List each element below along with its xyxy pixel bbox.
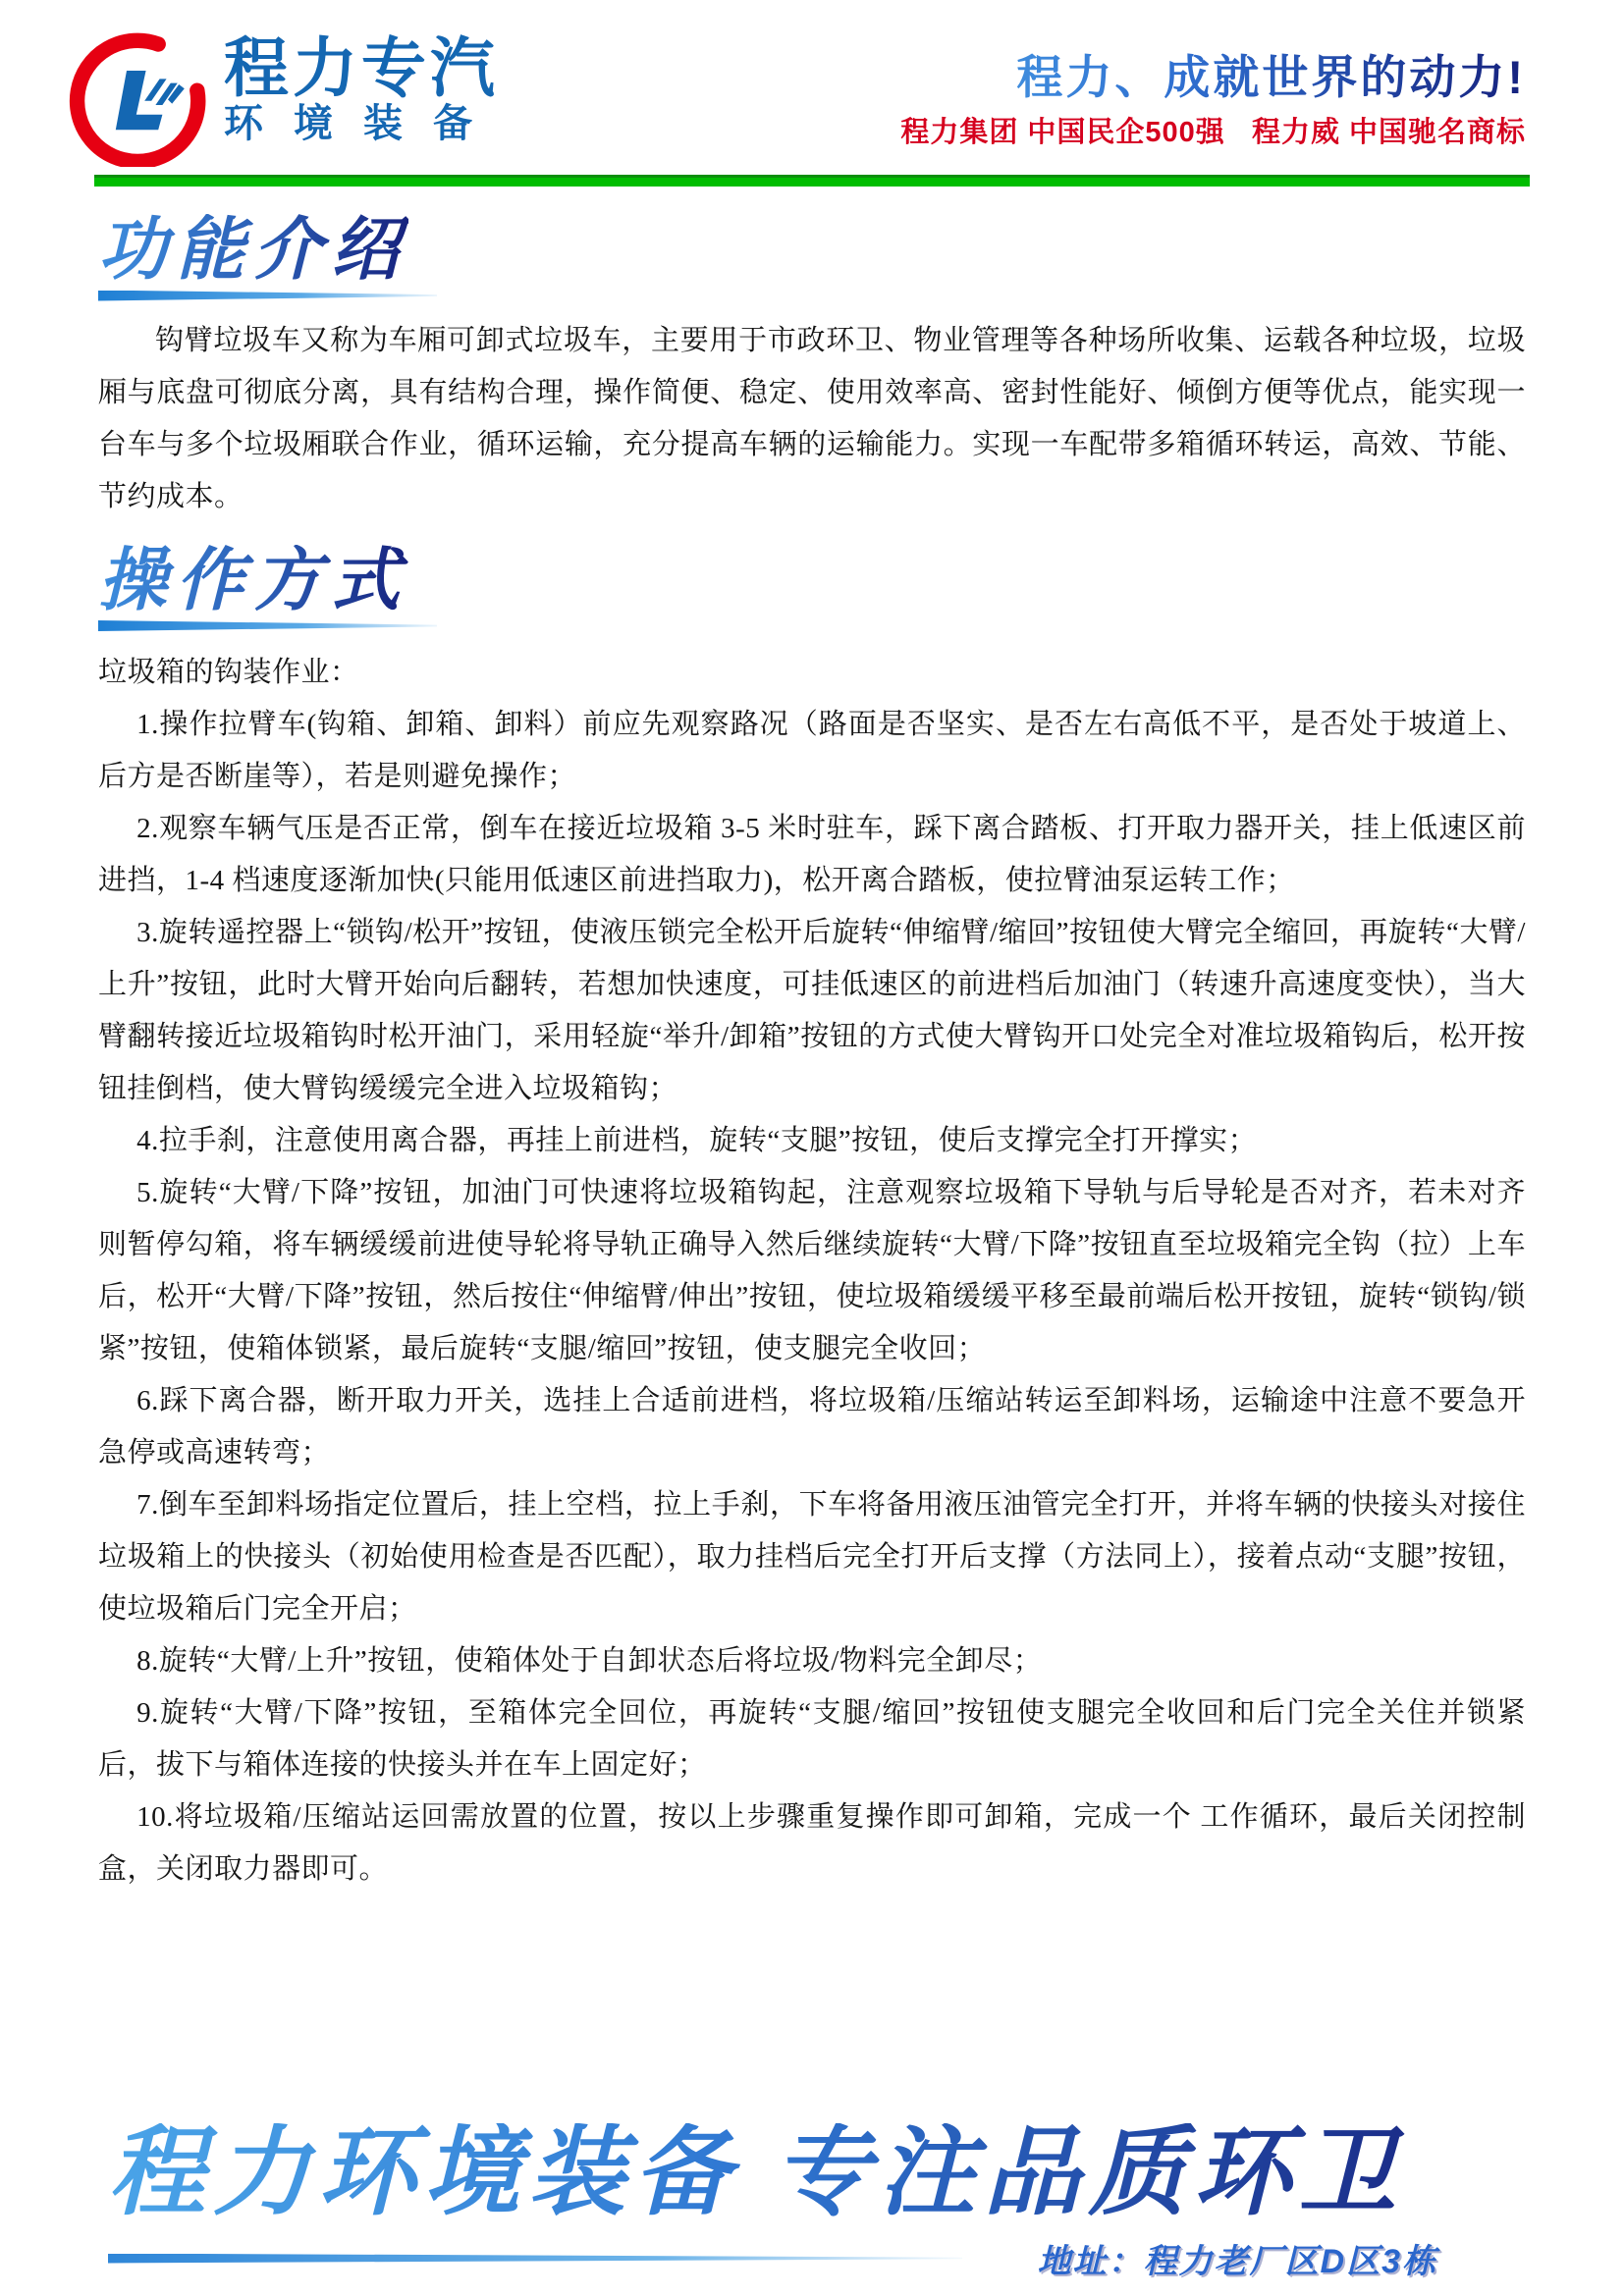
title-underline-swoosh: [98, 291, 437, 301]
operation-section: [98, 541, 1526, 1896]
brand-block: [224, 31, 503, 145]
operation-step-6: 6.踩下离合器，断开取力开关，选挂上合适前进档，将垃圾箱/压缩站转运至卸料场，运输途中注意不要急开急停或高速转弯；: [98, 1385, 1526, 1468]
function-paragraph: 钩臂垃圾车又称为车厢可卸式垃圾车，主要用于市政环卫、物业管理等各种场所收集、运载各种垃圾，垃圾厢与底盘可彻底分离，具有结构合理，操作简便、稳定、使用效率高、密封性能好、倾倒方便等优点，能实现一台车与多个垃圾厢联合作业，循环运输，充分提高车辆的运输能力。实现一车配带多箱循环转运，高效、节能、节约成本。: [98, 324, 1526, 512]
green-divider: [94, 175, 1530, 187]
section-title-function: 功能介绍: [98, 211, 408, 288]
chengli-crescent-logo-icon: [67, 29, 214, 167]
footer-address: 地址：程力老厂区D区3栋: [1037, 2243, 1437, 2280]
brand-name: 程力专汽: [224, 31, 499, 104]
operation-step-3: 3.旋转遥控器上“锁钩/松开”按钮，使液压锁完全松开后旋转“伸缩臂/缩回”按钮使大臂完全缩回，再旋转“大臂/上升”按钮，此时大臂开始向后翻转，若想加快速度，可挂低速区的前进档后加油门（转速升高速度变快），当大臂翻转接近垃圾箱钩时松开油门，采用轻旋“举升/卸箱”按钮的方式使大臂钩开口处完全对准垃圾箱钩后，松开按钮挂倒档，使大臂钩缓缓完全进入垃圾箱钩；: [98, 917, 1526, 1104]
function-intro-section: [98, 211, 1526, 523]
operation-intro: 垃圾箱的钩装作业：: [98, 657, 359, 688]
footer-bottom-row: [108, 2234, 1526, 2282]
operation-step-1: 1.操作拉臂车(钩箱、卸箱、卸料）前应先观察路况（路面是否坚实、是否左右高低不平，是否处于坡道上、后方是否断崖等），若是则避免操作；: [98, 709, 1526, 792]
main-content: [0, 187, 1624, 2123]
operation-step-5: 5.旋转“大臂/下降”按钮，加油门可快速将垃圾箱钩起，注意观察垃圾箱下导轨与后导轮是否对齐，若未对齐则暂停勾箱，将车辆缓缓前进使导轮将导轨正确导入然后继续旋转“大臂/下降”按钮直至垃圾箱完全钩（拉）上车后，松开“大臂/下降”按钮，然后按住“伸缩臂/伸出”按钮，使垃圾箱缓缓平移至最前端后松开按钮，旋转“锁钩/锁紧”按钮，使箱体锁紧，最后旋转“支腿/缩回”按钮，使支腿完全收回；: [98, 1177, 1526, 1364]
section-title-operation: 操作方式: [98, 541, 408, 618]
header: [0, 0, 1624, 175]
brand-subtitle: 环境装备: [224, 102, 503, 145]
header-slogan: 程力、成就世界的动力!: [900, 51, 1526, 104]
header-right: [900, 51, 1526, 150]
company-logo: [67, 29, 214, 167]
operation-step-7: 7.倒车至卸料场指定位置后，挂上空档，拉上手刹，下车将备用液压油管完全打开，并将车辆的快接头对接住垃圾箱上的快接头（初始使用检查是否匹配），取力挂档后完全打开后支撑（方法同上），接着点动“支腿”按钮，使垃圾箱后门完全开启；: [98, 1489, 1526, 1625]
operation-step-10: 10.将垃圾箱/压缩站运回需放置的位置，按以上步骤重复操作即可卸箱，完成一个 工作循环，最后关闭控制盒，关闭取力器即可。: [98, 1801, 1526, 1885]
operation-step-9: 9.旋转“大臂/下降”按钮，至箱体完全回位，再旋转“支腿/缩回”按钮使支腿完全收回和后门完全关住并锁紧后，拔下与箱体连接的快接头并在车上固定好；: [98, 1697, 1526, 1781]
footer-underline-swoosh: [108, 2254, 962, 2264]
operation-step-4: 4.拉手刹，注意使用离合器，再挂上前进档，旋转“支腿”按钮，使后支撑完全打开撑实；: [136, 1125, 1258, 1156]
operation-step-8: 8.旋转“大臂/上升”按钮，使箱体处于自卸状态后将垃圾/物料完全卸尽；: [136, 1645, 1043, 1677]
operation-step-2: 2.观察车辆气压是否正常，倒车在接近垃圾箱 3-5 米时驻车，踩下离合踏板、打开取力器开关，挂上低速区前进挡，1-4 档速度逐渐加快(只能用低速区前进挡取力)，松开离合踏板，使拉臂油泵运转工作；: [98, 813, 1526, 896]
footer: [0, 2117, 1624, 2296]
title-underline-swoosh: [98, 620, 437, 631]
header-credentials: 程力集团 中国民企500强 程力威 中国驰名商标: [900, 117, 1526, 149]
footer-slogan: 程力环境装备 专注品质环卫: [108, 2123, 1526, 2220]
